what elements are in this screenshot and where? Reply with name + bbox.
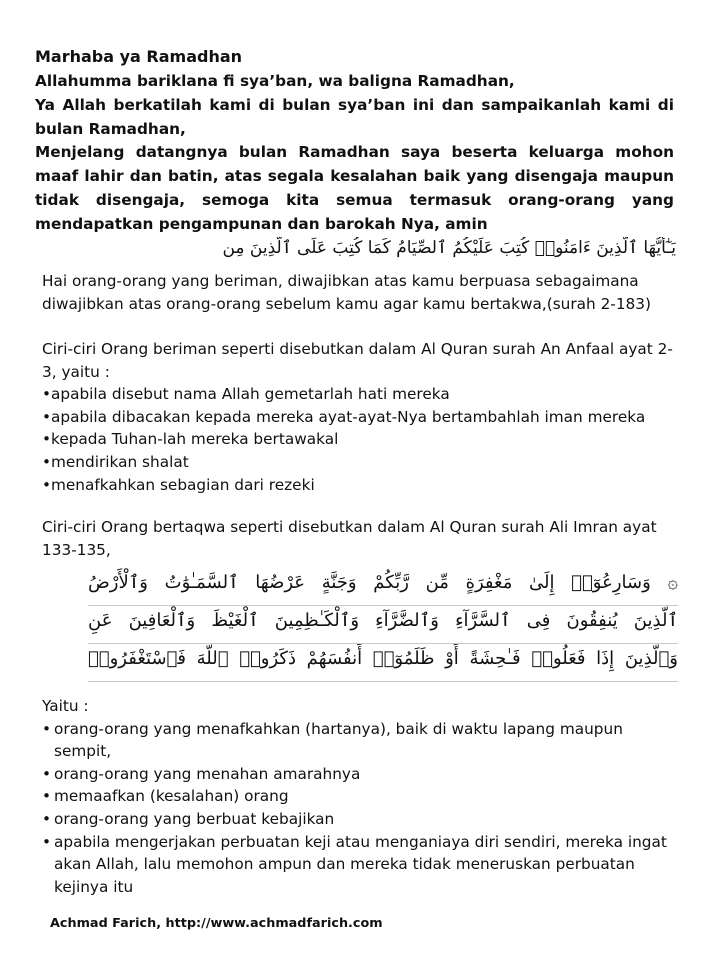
list-item: • mendirikan shalat (42, 451, 682, 474)
section-yaitu (42, 695, 682, 898)
list-item: • apabila dibacakan kepada mereka ayat-ayat-Nya bertambahlah iman mereka (42, 406, 682, 429)
section-heading: Yaitu : (42, 697, 89, 715)
translation-text: Hai orang-orang yang beriman, diwajibkan atas kamu berpuasa sebagaimana diwajibkan atas orang-orang sebelum kamu agar kamu bertakwa,(surah 2-183) (42, 272, 651, 313)
list-item: • apabila mengerjakan perbuatan keji atau menganiaya diri sendiri, mereka ingat akan Allah, lalu memohon ampun dan mereka tidak meneruskan perbuatan kejinya itu (42, 831, 682, 899)
arabic-verse-2-183: يَـٰٓأَيُّهَا ٱلَّذِينَ ءَامَنُوا۟ كُتِبَ عَلَيْكُمُ ٱلصِّيَامُ كَمَا كُتِبَ عَلَى ٱلَّذِينَ مِن (222, 238, 676, 258)
intro-line: Allahumma bariklana fi sya’ban, wa baligna Ramadhan, (35, 72, 515, 90)
verse-translation (42, 270, 682, 315)
arabic-line: ٱلَّذِينَ يُنفِقُونَ فِى ٱلسَّرَّآءِ وَٱلضَّرَّآءِ وَٱلْكَـٰظِمِينَ ٱلْغَيْظَ وَٱلْعَافِينَ عَنِ (88, 606, 678, 644)
list-item: • apabila disebut nama Allah gemetarlah hati mereka (42, 383, 682, 406)
arabic-line: وَٱلَّذِينَ إِذَا فَعَلُوا۟ فَـٰحِشَةً أَوْ ظَلَمُوٓا۟ أَنفُسَهُمْ ذَكَرُوا۟ ٱللَّهَ فَٱسْتَغْفَرُوا۟ (88, 644, 678, 682)
intro-line: Ya Allah berkatilah kami di bulan sya’ban ini dan sampaikanlah kami di bulan Ramadhan, (35, 95, 674, 138)
section-heading: Ciri-ciri Orang bertaqwa seperti disebutkan dalam Al Quran surah Ali Imran ayat 133-135, (42, 518, 657, 559)
list-item: • orang-orang yang menahan amarahnya (42, 763, 682, 786)
list-item: • orang-orang yang menafkahkan (hartanya), baik di waktu lapang maupun sempit, (42, 718, 682, 763)
section-heading: Ciri-ciri Orang beriman seperti disebutkan dalam Al Quran surah An Anfaal ayat 2-3, yaitu : (42, 340, 673, 381)
list-item: • menafkahkan sebagian dari rezeki (42, 474, 682, 497)
list-item: • orang-orang yang berbuat kebajikan (42, 808, 682, 831)
intro-paragraph (35, 70, 674, 237)
beriman-list (42, 383, 682, 496)
section-orang-bertaqwa (42, 516, 682, 561)
intro-line: Menjelang datangnya bulan Ramadhan saya beserta keluarga mohon maaf lahir dan batin, atas segala kesalahan baik yang disengaja maupun tidak disengaja, semoga kita semua termasuk orang-orang yang mendapatkan pengampunan dan barokah Nya, amin (35, 143, 674, 233)
list-item: • kepada Tuhan-lah mereka bertawakal (42, 428, 682, 451)
page-title: Marhaba ya Ramadhan (35, 47, 243, 66)
author-footer: Achmad Farich, http://www.achmadfarich.com (50, 916, 383, 931)
list-item: • memaafkan (kesalahan) orang (42, 785, 682, 808)
arabic-verse-3-133 (88, 568, 678, 682)
section-orang-beriman (42, 338, 682, 496)
yaitu-list (42, 718, 682, 899)
arabic-line: ۞ وَسَارِعُوٓا۟ إِلَىٰ مَغْفِرَةٍ مِّن رَّبِّكُمْ وَجَنَّةٍ عَرْضُهَا ٱلسَّمَـٰوَٰتُ وَٱلْأَرْضُ (88, 568, 678, 606)
